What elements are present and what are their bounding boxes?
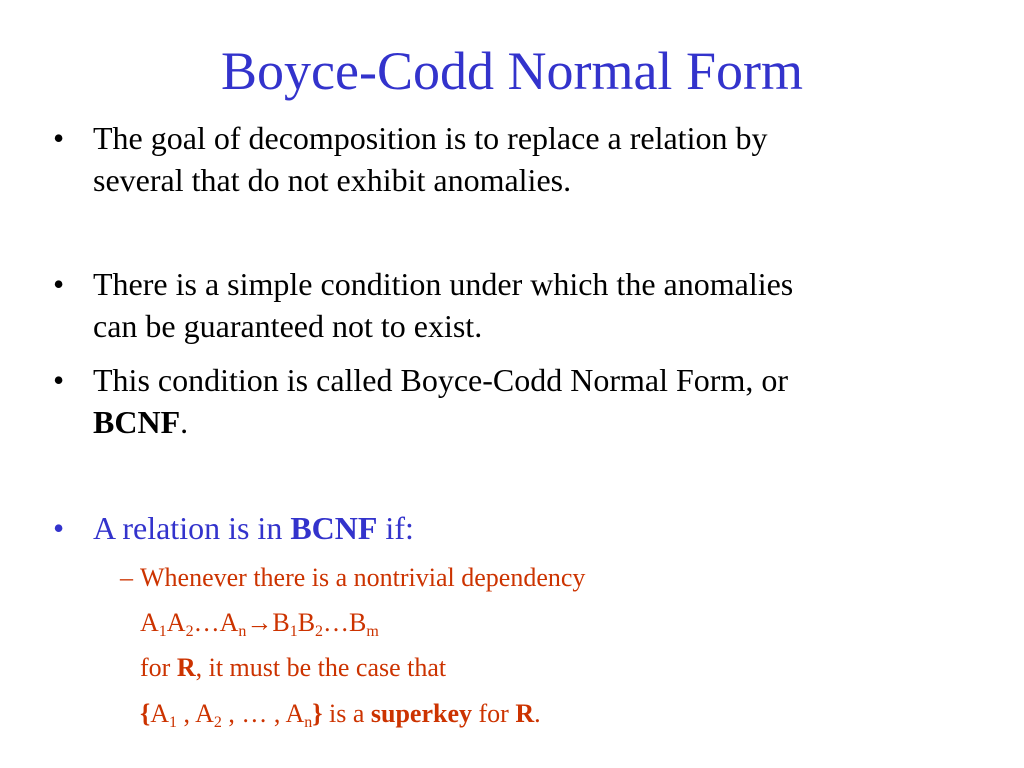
functional-dependency: $A_1A_2\dots A_n\to B_1B_2\dots B_m$: [140, 608, 379, 640]
dash-icon: –: [120, 563, 133, 592]
bullet-condition-called-bcnf: [53, 359, 983, 443]
bullet-line: several that do not exhibit anomalies.: [93, 162, 572, 198]
bullet-line: The goal of decomposition is to replace a relation by: [93, 120, 768, 156]
bullet-line: There is a simple condition under which the anomalies: [93, 266, 794, 302]
bullet-icon: •: [53, 362, 65, 398]
bcnf-term: BCNF: [290, 510, 378, 546]
bullet-line: can be guaranteed not to exist.: [93, 308, 483, 344]
bullet-icon: •: [53, 510, 65, 546]
bullet-text: [93, 263, 973, 347]
superkey-term: superkey: [370, 699, 473, 728]
bullet-icon: •: [53, 266, 65, 302]
bcnf-term: BCNF: [93, 404, 181, 440]
bullet-simple-condition: [53, 263, 983, 347]
sub-bullet-text: Whenever there is a nontrivial dependency: [140, 563, 586, 592]
bullet-icon: •: [53, 120, 65, 156]
bullet-text: [93, 117, 973, 201]
bullet-line: BCNF.: [93, 404, 189, 440]
relation-r: R: [515, 699, 535, 728]
bullet-goal-of-decomposition: [53, 117, 983, 201]
sub-line-for-r: for R, it must be the case that: [140, 653, 447, 682]
arrow-icon: →: [246, 608, 273, 637]
bullet-text: [93, 359, 973, 443]
slide-title: Boyce-Codd Normal Form: [221, 41, 803, 101]
bullet-text: A relation is in BCNF if:: [93, 510, 414, 546]
bullet-relation-in-bcnf: [53, 507, 983, 549]
bullet-line: This condition is called Boyce-Codd Normal Form, or: [93, 362, 788, 398]
sub-line-superkey: {$A_1$ , $A_2$ , … , $A_n$} is a superkey for R.: [140, 699, 541, 731]
relation-r: R: [176, 653, 196, 682]
